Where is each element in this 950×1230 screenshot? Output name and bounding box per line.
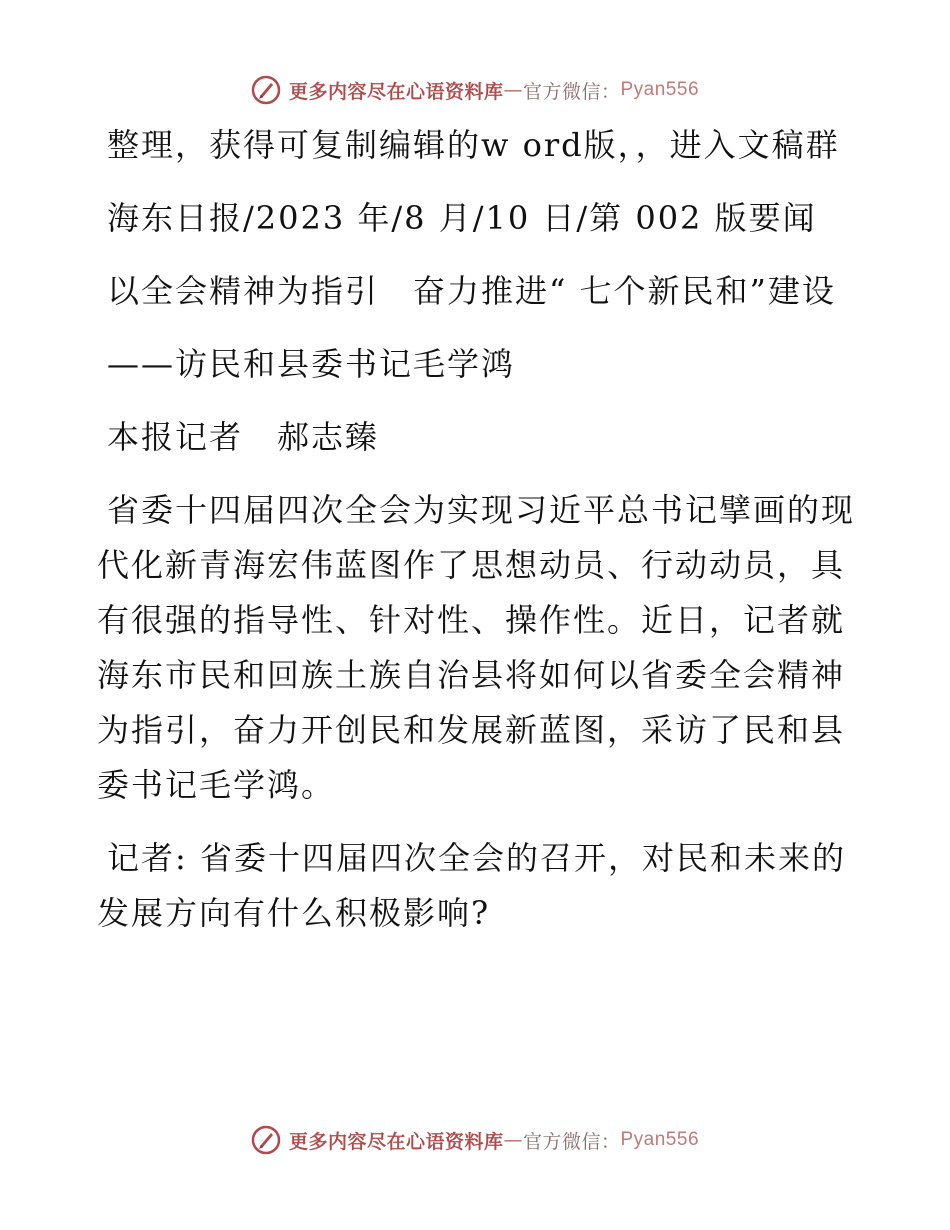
source-line: 海东日报/2023 年/8 月/10 日/第 002 版要闻 (107, 199, 817, 237)
article-headline: 以全会精神为指引 奋力推进“ 七个新民和”建设 (107, 272, 836, 310)
banner-separator: — (503, 1129, 523, 1151)
quill-pen-logo-icon (251, 1125, 281, 1155)
interview-question: 记者: 省委十四届四次全会的召开，对民和未来的发展方向有什么积极影响? (97, 839, 846, 932)
banner-separator: — (503, 79, 523, 101)
banner-account: Pyan556 (620, 1129, 700, 1150)
article-subheadline: ——访民和县委书记毛学鸿 (107, 345, 516, 383)
banner-brand-text: 更多内容尽在心语资料库 (288, 1130, 504, 1153)
banner-wechat-label: 官方微信： (522, 1130, 621, 1153)
footer-watermark-banner (0, 1120, 950, 1160)
quill-pen-logo-icon (251, 75, 281, 105)
banner-wechat-label: 官方微信： (522, 80, 621, 103)
header-watermark-banner (0, 70, 950, 110)
article-paragraph: 省委十四届四次全会为实现习近平总书记擘画的现代化新青海宏伟蓝图作了思想动员、行动动员，具有很强的指导性、针对性、操作性。近日，记者就海东市民和回族土族自治县将如何以省委全会精神为指引，奋力开创民和发展新蓝图，采访了民和县委书记毛学鸿。 (97, 491, 856, 804)
banner-account: Pyan556 (620, 79, 700, 100)
document-body (97, 118, 857, 959)
intro-line: 整理，获得可复制编辑的w ord版，，进入文稿群 (107, 126, 840, 164)
banner-brand-text: 更多内容尽在心语资料库 (288, 80, 504, 103)
article-byline: 本报记者 郝志臻 (107, 418, 380, 456)
